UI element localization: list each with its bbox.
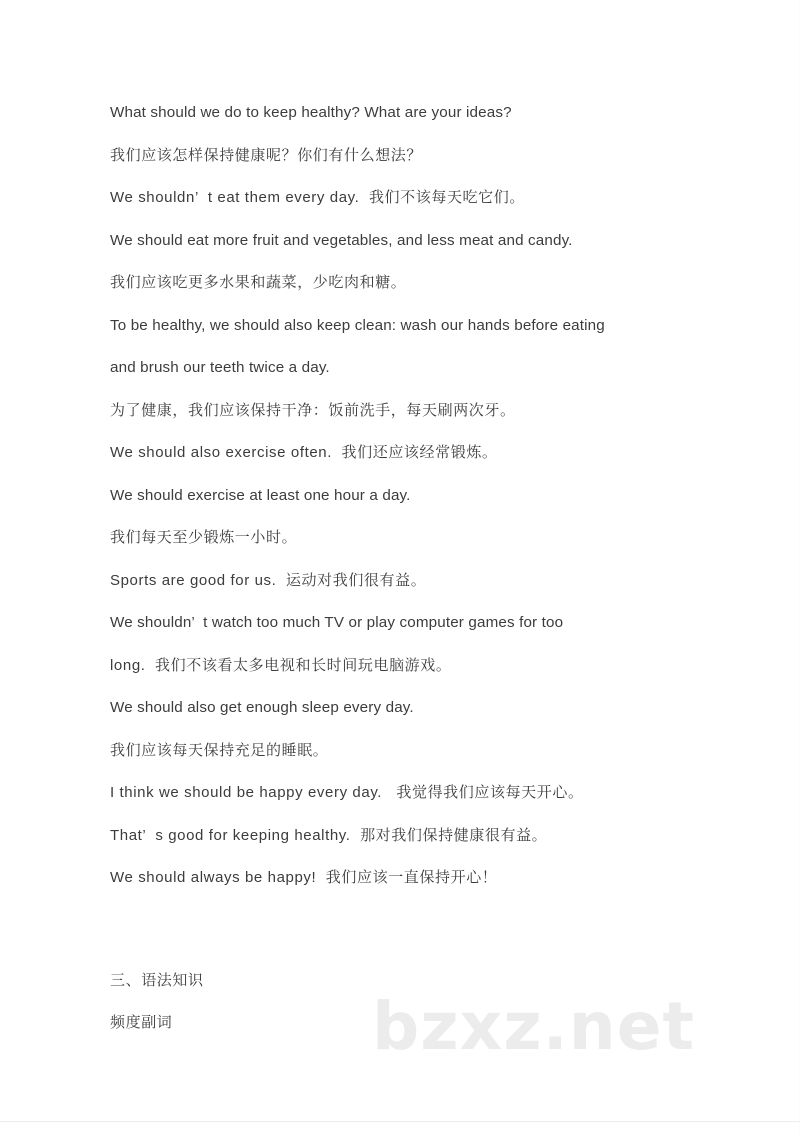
text-line: and brush our teeth twice a day.	[110, 359, 330, 376]
document-body	[110, 92, 710, 1045]
text-line: We should also get enough sleep every day.	[110, 699, 414, 716]
text-line: We shouldn’ t watch too much TV or play computer games for too	[110, 614, 564, 631]
text-line: We should also exercise often. 我们还应该经常锻炼。	[110, 444, 498, 461]
text-line: That’ s good for keeping healthy. 那对我们保持健康很有益。	[110, 826, 548, 844]
site-watermark: bzxz.net	[372, 988, 696, 1065]
section-heading: 三、语法知识	[110, 971, 204, 989]
text-line: I think we should be happy every day. 我觉得我们应该每天开心。	[110, 784, 584, 801]
text-line: We should exercise at least one hour a day.	[110, 486, 411, 504]
text-line: We should always be happy! 我们应该一直保持开心！	[110, 869, 498, 886]
text-line: 我们应该怎样保持健康呢？你们有什么想法？	[110, 146, 423, 164]
text-line: 我们每天至少锻炼一小时。	[110, 529, 298, 546]
text-line: long. 我们不该看太多电视和长时间玩电脑游戏。	[110, 656, 452, 674]
section-spacer	[110, 900, 710, 960]
text-line: We should eat more fruit and vegetables, and less meat and candy.	[110, 231, 573, 249]
text-line: What should we do to keep healthy? What are your ideas?	[110, 104, 512, 121]
section-subheading: 频度副词	[110, 1014, 173, 1031]
text-line: We shouldn’ t eat them every day. 我们不该每天吃它们。	[110, 189, 525, 206]
page-bottom-edge-rule	[0, 1121, 800, 1122]
text-line: To be healthy, we should also keep clean: wash our hands before eating	[110, 316, 605, 334]
text-line: Sports are good for us. 运动对我们很有益。	[110, 571, 427, 589]
text-line: 我们应该每天保持充足的睡眠。	[110, 741, 329, 759]
text-line: 为了健康，我们应该保持干净：饭前洗手，每天刷两次牙。	[110, 401, 516, 419]
text-line: 我们应该吃更多水果和蔬菜，少吃肉和糖。	[110, 274, 407, 291]
